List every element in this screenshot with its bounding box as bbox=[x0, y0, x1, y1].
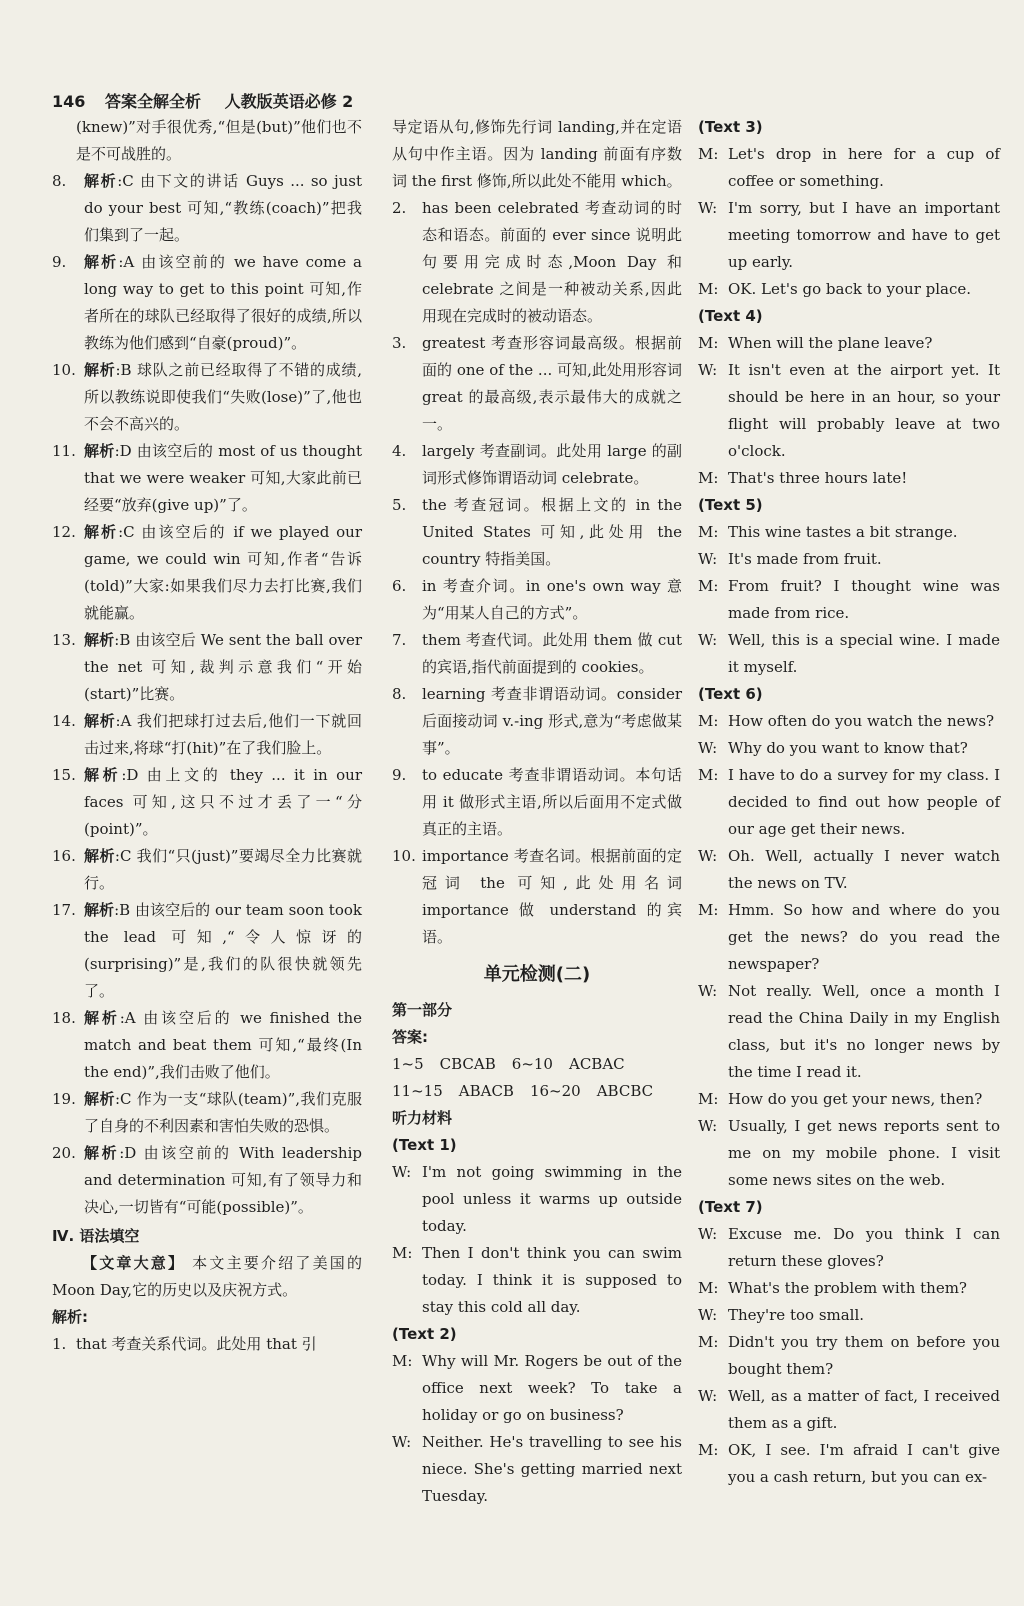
answer-letters: ABACB bbox=[458, 1082, 514, 1100]
summary-label: 【文章大意】 bbox=[82, 1254, 186, 1272]
utterance: OK, I see. I'm afraid I can't give you a cash return, but you can ex- bbox=[728, 1441, 1000, 1486]
jiexi-label: 解析 bbox=[84, 442, 115, 460]
answer-item bbox=[52, 519, 362, 627]
utterance: That's three hours late! bbox=[728, 469, 908, 487]
dialogue-line bbox=[698, 546, 1000, 573]
list-item bbox=[52, 1331, 362, 1358]
item-text: :A 由该空前的 we have come a long way to get to this point 可知,作者所在的球队已经取得了很好的成绩,所以教练为他们感到“自豪(proud)”。 bbox=[84, 253, 362, 352]
item-text: the 考查冠词。根据上文的 in the United States 可知,此处用 the country 特指美国。 bbox=[422, 496, 682, 568]
item-text: :B 由该空后的 our team soon took the lead 可知,“令人惊讶的(surprising)”是,我们的队很快就领先了。 bbox=[84, 901, 362, 1000]
item-number: 19. bbox=[52, 1090, 76, 1108]
dialogue-line bbox=[698, 843, 1000, 897]
item-text: largely 考查副词。此处用 large 的副词形式修饰谓语动词 celebrate。 bbox=[422, 442, 682, 487]
dialogue-line bbox=[698, 1302, 1000, 1329]
item-text: :C 由下文的讲话 Guys ... so just do your best 可知,“教练(coach)”把我们集到了一起。 bbox=[84, 172, 362, 244]
summary-paragraph bbox=[52, 1250, 362, 1304]
jiexi-label: 解析 bbox=[84, 1090, 115, 1108]
item-number: 9. bbox=[52, 253, 67, 271]
item-text: :C 我们“只(just)”要竭尽全力比赛就行。 bbox=[84, 847, 362, 892]
speaker: W: bbox=[698, 739, 718, 757]
answer-item bbox=[52, 438, 362, 519]
item-number: 4. bbox=[392, 442, 407, 460]
item-number: 3. bbox=[392, 334, 407, 352]
answer-item bbox=[52, 708, 362, 762]
dialogue-line bbox=[392, 1159, 682, 1240]
dialogue-line bbox=[698, 1275, 1000, 1302]
answer-range: 11~15 bbox=[392, 1082, 443, 1100]
dialogue-line bbox=[698, 1113, 1000, 1194]
speaker: M: bbox=[698, 712, 719, 730]
item-number: 8. bbox=[52, 172, 67, 190]
utterance: Well, as a matter of fact, I received them as a gift. bbox=[728, 1387, 1000, 1432]
unit-test-title: 单元检测(二) bbox=[483, 964, 591, 985]
item-number: 10. bbox=[52, 361, 76, 379]
item-number: 9. bbox=[392, 766, 407, 784]
utterance: Neither. He's travelling to see his niece. She's getting married next Tuesday. bbox=[422, 1433, 682, 1505]
grammar-answer-item bbox=[392, 438, 682, 492]
text-label: (Text 7) bbox=[698, 1198, 763, 1216]
dialogue-line bbox=[698, 573, 1000, 627]
dialogue-line bbox=[698, 708, 1000, 735]
text-label: (Text 5) bbox=[698, 496, 763, 514]
utterance: How often do you watch the news? bbox=[728, 712, 995, 730]
speaker: W: bbox=[698, 361, 718, 379]
text-label: (Text 4) bbox=[698, 307, 763, 325]
speaker: W: bbox=[698, 631, 718, 649]
jiexi-label: 解析 bbox=[84, 253, 119, 271]
speaker: M: bbox=[698, 469, 719, 487]
item-text: :D 由上文的 they ... it in our faces 可知,这只不过才丢了一“分(point)”。 bbox=[84, 766, 362, 838]
grammar-answer-item bbox=[392, 681, 682, 762]
item-text: :C 作为一支“球队(team)”,我们克服了自身的不利因素和害怕失败的恐惧。 bbox=[84, 1090, 362, 1135]
utterance: Then I don't think you can swim today. I think it is supposed to stay this cold all day. bbox=[422, 1244, 682, 1316]
item-number: 13. bbox=[52, 631, 76, 649]
item-number: 17. bbox=[52, 901, 76, 919]
utterance: Why will Mr. Rogers be out of the office next week? To take a holiday or go on business? bbox=[422, 1352, 682, 1424]
dialogue-line bbox=[698, 897, 1000, 978]
speaker: W: bbox=[698, 1387, 718, 1405]
grammar-answer-item bbox=[392, 195, 682, 330]
item-body bbox=[84, 627, 362, 708]
item-number: 1. bbox=[52, 1335, 67, 1353]
speaker: W: bbox=[698, 847, 718, 865]
page-number: 146 bbox=[52, 92, 86, 111]
page-header bbox=[52, 89, 353, 112]
answer-range: 6~10 bbox=[511, 1055, 553, 1073]
answer-item bbox=[52, 762, 362, 843]
dialogue-line bbox=[698, 1329, 1000, 1383]
dialogue-line bbox=[698, 465, 1000, 492]
jiexi-label: 解析 bbox=[84, 1144, 120, 1162]
utterance: It isn't even at the airport yet. It should be here in an hour, so your flight will probably leave at two o'clock. bbox=[728, 361, 1000, 460]
item-text: :A 由该空后的 we finished the match and beat them 可知,“最终(In the end)”,我们击败了他们。 bbox=[84, 1009, 362, 1081]
utterance: This wine tastes a bit strange. bbox=[728, 523, 958, 541]
item-number: 15. bbox=[52, 766, 76, 784]
utterance: Well, this is a special wine. I made it myself. bbox=[728, 631, 1000, 676]
answer-item bbox=[52, 357, 362, 438]
utterance: They're too small. bbox=[728, 1306, 865, 1324]
item-body bbox=[84, 519, 362, 627]
answer-row bbox=[392, 1078, 682, 1105]
item-body bbox=[84, 438, 362, 519]
answer-item bbox=[52, 168, 362, 249]
jiexi-label: 解析 bbox=[84, 712, 116, 730]
jiexi-label: 解析 bbox=[84, 1009, 120, 1027]
text-label: (Text 3) bbox=[698, 118, 763, 136]
utterance: Didn't you try them on before you bought them? bbox=[728, 1333, 1000, 1378]
grammar-answer-item bbox=[392, 330, 682, 438]
text-label: (Text 1) bbox=[392, 1136, 457, 1154]
speaker: M: bbox=[698, 577, 719, 595]
item-text: them 考查代词。此处用 them 做 cut 的宾语,指代前面提到的 cookies。 bbox=[422, 631, 682, 676]
item-number: 10. bbox=[392, 847, 416, 865]
dialogue-line bbox=[392, 1240, 682, 1321]
item-body bbox=[84, 1140, 362, 1221]
dialogue-line bbox=[698, 330, 1000, 357]
item-body bbox=[84, 1086, 362, 1140]
answer-item bbox=[52, 627, 362, 708]
dialogue-line bbox=[698, 276, 1000, 303]
speaker: M: bbox=[698, 1090, 719, 1108]
dialogue-line bbox=[392, 1429, 682, 1510]
item-body bbox=[84, 708, 362, 762]
jiexi-label: 解析 bbox=[84, 361, 116, 379]
item-text: to educate 考查非谓语动词。本句话用 it 做形式主语,所以后面用不定式做真正的主语。 bbox=[422, 766, 682, 838]
item-text: :D 由该空前的 With leadership and determination 可知,有了领导力和决心,一切皆有“可能(possible)”。 bbox=[84, 1144, 362, 1216]
utterance: How do you get your news, then? bbox=[728, 1090, 983, 1108]
item-body bbox=[84, 357, 362, 438]
speaker: W: bbox=[698, 1306, 718, 1324]
speaker: M: bbox=[698, 523, 719, 541]
dialogue-line bbox=[698, 195, 1000, 276]
dialogue-line bbox=[698, 1221, 1000, 1275]
item-number: 6. bbox=[392, 577, 407, 595]
speaker: W: bbox=[698, 982, 718, 1000]
speaker: M: bbox=[698, 334, 719, 352]
speaker: W: bbox=[698, 1225, 718, 1243]
item-text: learning 考查非谓语动词。consider 后面接动词 v.-ing 形式,意为“考虑做某事”。 bbox=[422, 685, 682, 757]
column-middle bbox=[392, 114, 682, 1510]
item-text: importance 考查名词。根据前面的定冠词 the 可知,此处用名词 importance 做 understand 的宾语。 bbox=[422, 847, 682, 946]
utterance: I'm sorry, but I have an important meeting tomorrow and have to get up early. bbox=[728, 199, 1000, 271]
listening-heading: 听力材料 bbox=[392, 1109, 453, 1127]
speaker: W: bbox=[392, 1433, 412, 1451]
part-heading: 第一部分 bbox=[392, 1001, 453, 1019]
answer-item bbox=[52, 1140, 362, 1221]
utterance: What's the problem with them? bbox=[728, 1279, 967, 1297]
speaker: M: bbox=[698, 1333, 719, 1351]
speaker: M: bbox=[698, 1441, 719, 1459]
speaker: M: bbox=[698, 1279, 719, 1297]
item-text: :B 球队之前已经取得了不错的成绩,所以教练说即使我们“失败(lose)”了,他也不会不高兴的。 bbox=[84, 361, 362, 433]
grammar-answer-item bbox=[392, 492, 682, 573]
item-number: 7. bbox=[392, 631, 407, 649]
utterance: Not really. Well, once a month I read the China Daily in my English class, but it's no longer news by the time I read it. bbox=[728, 982, 1000, 1081]
item-body bbox=[84, 897, 362, 1005]
dialogue-line bbox=[698, 1437, 1000, 1491]
dialogue-line bbox=[698, 978, 1000, 1086]
jiexi-label: 解析 bbox=[84, 766, 122, 784]
utterance: Excuse me. Do you think I can return these gloves? bbox=[728, 1225, 1000, 1270]
speaker: M: bbox=[698, 901, 719, 919]
item-text: greatest 考查形容词最高级。根据前面的 one of the ... 可知,此处用形容词 great 的最高级,表示最伟大的成就之一。 bbox=[422, 334, 682, 433]
item-number: 16. bbox=[52, 847, 76, 865]
text-label: (Text 6) bbox=[698, 685, 763, 703]
text-label: (Text 2) bbox=[392, 1325, 457, 1343]
item-text: in 考查介词。in one's own way 意为“用某人自己的方式”。 bbox=[422, 577, 682, 622]
item-body bbox=[84, 1005, 362, 1086]
dialogue-line bbox=[392, 1348, 682, 1429]
utterance: OK. Let's go back to your place. bbox=[728, 280, 972, 298]
speaker: M: bbox=[698, 766, 719, 784]
utterance: Usually, I get news reports sent to me on my mobile phone. I visit some news sites on the web. bbox=[728, 1117, 1000, 1189]
answer-letters: CBCAB bbox=[439, 1055, 496, 1073]
answer-letters: ABCBC bbox=[596, 1082, 654, 1100]
item-number: 18. bbox=[52, 1009, 76, 1027]
utterance: I'm not going swimming in the pool unless it warms up outside today. bbox=[422, 1163, 682, 1235]
speaker: W: bbox=[392, 1163, 412, 1181]
dialogue-line bbox=[698, 1086, 1000, 1113]
answer-letters: ACBAC bbox=[568, 1055, 625, 1073]
item-body bbox=[84, 762, 362, 843]
speaker: M: bbox=[392, 1244, 413, 1262]
answer-range: 1~5 bbox=[392, 1055, 424, 1073]
utterance: Oh. Well, actually I never watch the news on TV. bbox=[728, 847, 1000, 892]
continued-text: 导定语从句,修饰先行词 landing,并在定语从句中作主语。因为 landing 前面有序数词 the first 修饰,所以此处不能用 which。 bbox=[392, 118, 682, 190]
item-text: :D 由该空后的 most of us thought that we were weaker 可知,大家此前已经要“放弃(give up)”了。 bbox=[84, 442, 362, 514]
section-heading: Ⅳ. 语法填空 bbox=[52, 1227, 140, 1245]
book-title: 人教版英语必修 2 bbox=[224, 92, 354, 111]
speaker: W: bbox=[698, 1117, 718, 1135]
grammar-answer-item bbox=[392, 762, 682, 843]
item-text: :A 我们把球打过去后,他们一下就回击过来,将球“打(hit)”在了我们脸上。 bbox=[84, 712, 362, 757]
item-text: :B 由该空后 We sent the ball over the net 可知,裁判示意我们“开始(start)”比赛。 bbox=[84, 631, 362, 703]
dialogue-line bbox=[698, 627, 1000, 681]
item-number: 12. bbox=[52, 523, 76, 541]
utterance: From fruit? I thought wine was made from rice. bbox=[728, 577, 1000, 622]
utterance: It's made from fruit. bbox=[728, 550, 882, 568]
speaker: W: bbox=[698, 550, 718, 568]
item-number: 20. bbox=[52, 1144, 76, 1162]
grammar-answer-item bbox=[392, 627, 682, 681]
answers-label: 答案: bbox=[392, 1028, 428, 1046]
speaker: M: bbox=[392, 1352, 413, 1370]
item-text: has been celebrated 考查动词的时态和语态。前面的 ever since 说明此句要用完成时态,Moon Day 和 celebrate 之间是一种被动关系,因此用现在完成时的被动语态。 bbox=[422, 199, 682, 325]
dialogue-line bbox=[698, 762, 1000, 843]
jiexi-label: 解析 bbox=[84, 523, 119, 541]
item-number: 14. bbox=[52, 712, 76, 730]
column-left bbox=[52, 114, 362, 1358]
item-number: 11. bbox=[52, 442, 76, 460]
book-series-title: 答案全解全析 bbox=[104, 92, 201, 111]
grammar-answer-item bbox=[392, 843, 682, 951]
item-body bbox=[84, 843, 362, 897]
utterance: Hmm. So how and where do you get the news? do you read the newspaper? bbox=[728, 901, 1000, 973]
dialogue-line bbox=[698, 141, 1000, 195]
dialogue-line bbox=[698, 735, 1000, 762]
answer-item bbox=[52, 249, 362, 357]
item-number: 8. bbox=[392, 685, 407, 703]
item-number: 5. bbox=[392, 496, 407, 514]
dialogue-line bbox=[698, 357, 1000, 465]
utterance: Let's drop in here for a cup of coffee or something. bbox=[728, 145, 1000, 190]
answer-item bbox=[52, 1086, 362, 1140]
item-text: :C 由该空后的 if we played our game, we could win 可知,作者“告诉(told)”大家:如果我们尽力去打比赛,我们就能赢。 bbox=[84, 523, 362, 622]
dialogue-line bbox=[698, 519, 1000, 546]
utterance: When will the plane leave? bbox=[728, 334, 933, 352]
answer-range: 16~20 bbox=[529, 1082, 581, 1100]
answer-item bbox=[52, 897, 362, 1005]
answer-item bbox=[52, 843, 362, 897]
utterance: Why do you want to know that? bbox=[728, 739, 968, 757]
item-number: 2. bbox=[392, 199, 407, 217]
item-body bbox=[84, 249, 362, 357]
jiexi-label: 解析 bbox=[84, 901, 115, 919]
item-text: that 考查关系代词。此处用 that 引 bbox=[76, 1335, 317, 1353]
item-body bbox=[84, 168, 362, 249]
column-right bbox=[698, 114, 1000, 1491]
dialogue-line bbox=[698, 1383, 1000, 1437]
speaker: M: bbox=[698, 145, 719, 163]
jiexi-label: 解析 bbox=[84, 631, 115, 649]
grammar-answer-item bbox=[392, 573, 682, 627]
answer-item bbox=[52, 1005, 362, 1086]
speaker: W: bbox=[698, 199, 718, 217]
summary-text: 本文主要介绍了美国的 Moon Day,它的历史以及庆祝方式。 bbox=[52, 1254, 362, 1299]
speaker: M: bbox=[698, 280, 719, 298]
utterance: I have to do a survey for my class. I decided to find out how people of our age get their news. bbox=[728, 766, 1000, 838]
jiexi-label: 解析: bbox=[52, 1308, 88, 1326]
jiexi-label: 解析 bbox=[84, 847, 115, 865]
answer-row bbox=[392, 1051, 682, 1078]
continued-text: (knew)”对手很优秀,“但是(but)”他们也不是不可战胜的。 bbox=[76, 118, 362, 163]
jiexi-label: 解析 bbox=[84, 172, 118, 190]
